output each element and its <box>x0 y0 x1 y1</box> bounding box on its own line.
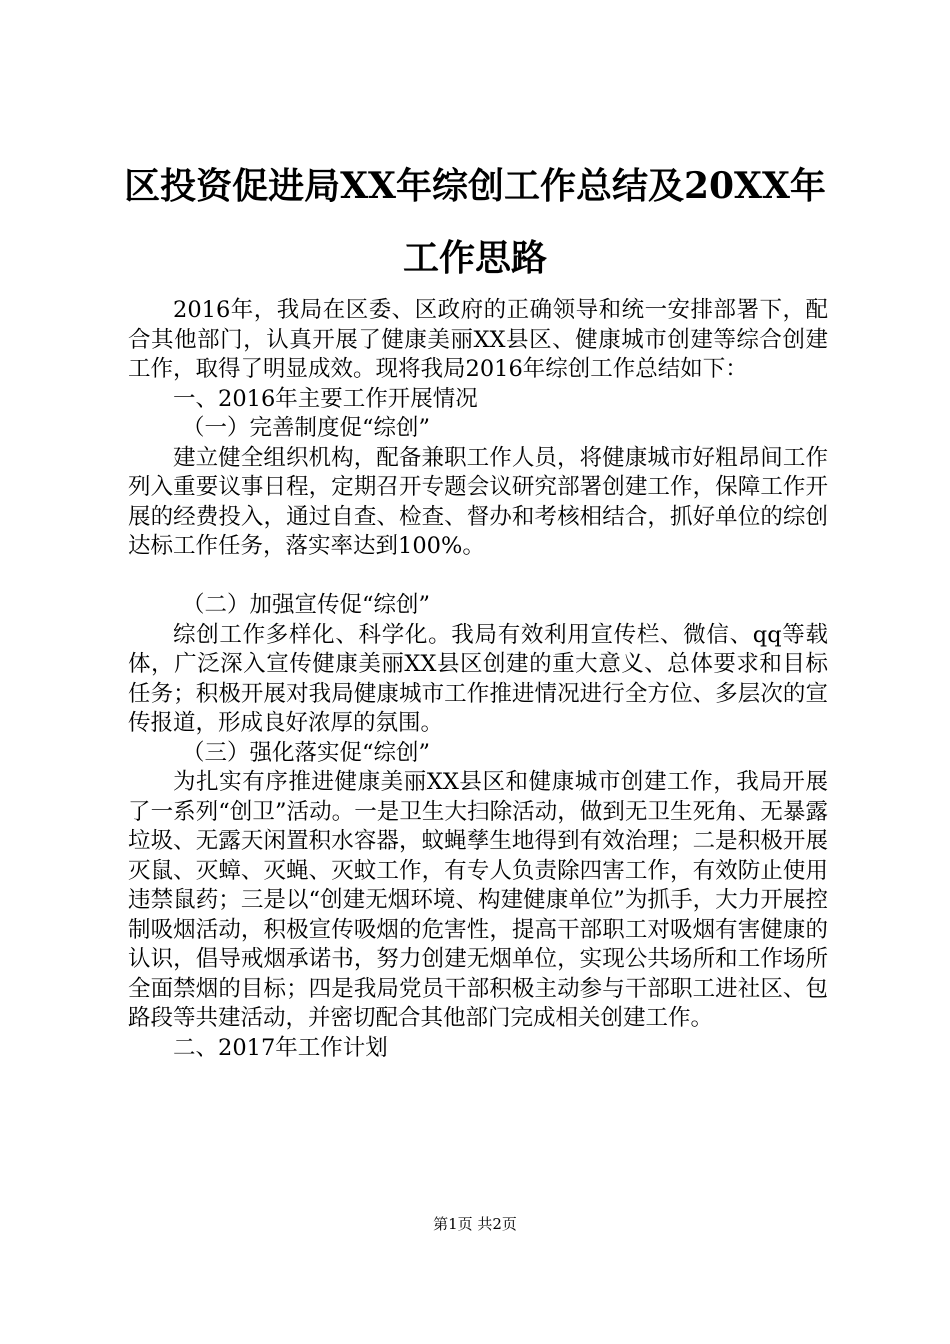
subsection-1-heading: （一）完善制度促“综创” <box>182 415 431 441</box>
document-title: 区投资促进局XX年综创工作总结及20XX年工作思路 <box>124 165 826 279</box>
subsection-3-heading: （三）强化落实促“综创” <box>182 739 431 766</box>
subsection-1-paragraph: 建立健全组织机构，配备兼职工作人员，将健康城市好粗昂间工作列入重要议事日程，定期召开专题会议研究部署创建工作，保障工作开展的经费投入，通过自查、检查、督办和考核相结合，抓好单位的综创达标工作任务，落实率达到100%。 <box>128 444 828 559</box>
document-body <box>128 296 828 1063</box>
section-1-heading: 一、2016年主要工作开展情况 <box>173 385 478 412</box>
page-number-footer: 第1页 共2页 <box>433 1215 517 1233</box>
section-2-heading: 二、2017年工作计划 <box>173 1034 388 1061</box>
subsection-3-paragraph: 为扎实有序推进健康美丽XX县区和健康城市创建工作，我局开展了一系列“创卫”活动。一是卫生大扫除活动，做到无卫生死角、无暴露垃圾、无露天闲置积水容器，蚊蝇孳生地得到有效治理；二是积极开展灭鼠、灭蟑、灭蝇、灭蚊工作，有专人负责除四害工作，有效防止使用违禁鼠药；三是以“创建无烟环境、构建健康单位”为抓手，大力开展控制吸烟活动，积极宣传吸烟的危害性，提高干部职工对吸烟有害健康的认识，倡导戒烟承诺书，努力创建无烟单位，实现公共场所和工作场所全面禁烟的目标；四是我局党员干部积极主动参与干部职工进社区、包路段等共建活动，并密切配合其他部门完成相关创建工作。 <box>128 769 828 1031</box>
blank-line <box>128 562 828 592</box>
intro-paragraph: 2016年，我局在区委、区政府的正确领导和统一安排部署下，配合其他部门，认真开展了健康美丽XX县区、健康城市创建等综合创建工作，取得了明显成效。现将我局2016年综创工作总结如下： <box>128 297 828 382</box>
subsection-2-paragraph: 综创工作多样化、科学化。我局有效利用宣传栏、微信、qq等载体，广泛深入宣传健康美丽XX县区创建的重大意义、总体要求和目标任务；积极开展对我局健康城市工作推进情况进行全方位、多层次的宣传报道，形成良好浓厚的氛围。 <box>128 621 828 736</box>
subsection-2-heading: （二）加强宣传促“综创” <box>182 592 431 618</box>
